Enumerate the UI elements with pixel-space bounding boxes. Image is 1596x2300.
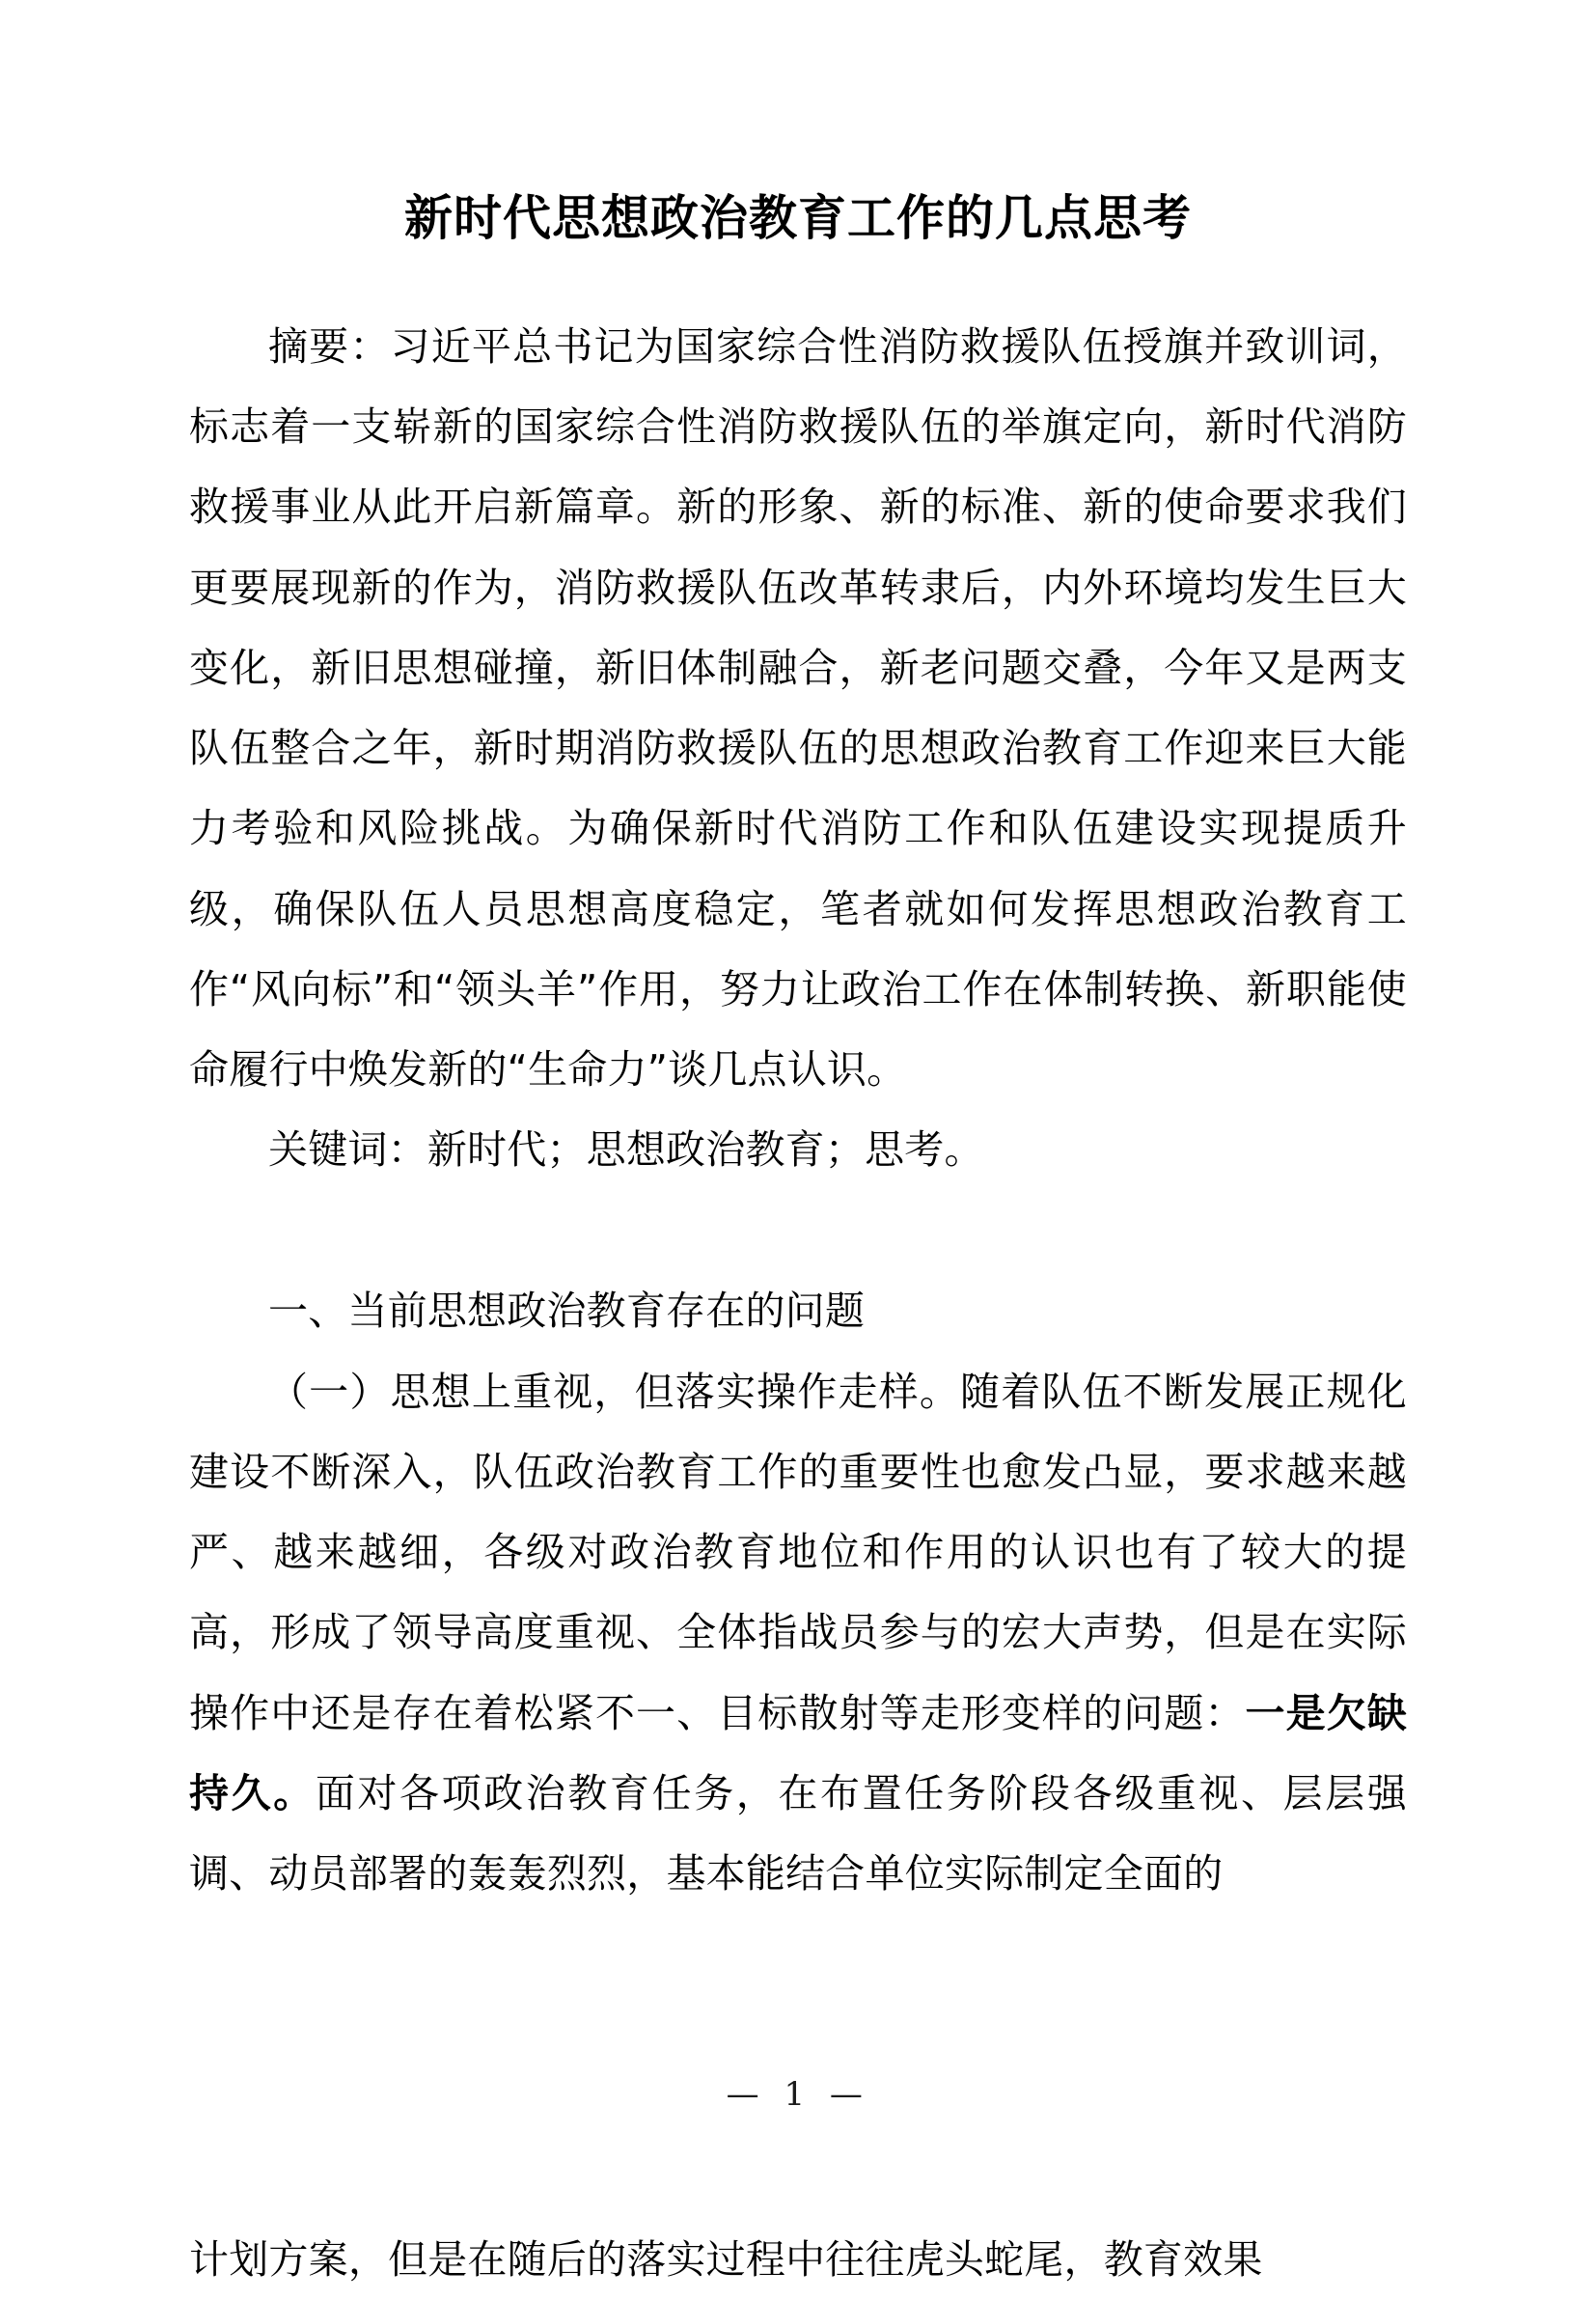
abstract-paragraph: 摘要：习近平总书记为国家综合性消防救援队伍授旗并致训词，标志着一支崭新的国家综合性消防救援队伍的举旗定向，新时代消防救援事业从此开启新篇章。新的形象、新的标准、新的使命要求我们更要展现新的作为，消防救援队伍改革转隶后，内外环境均发生巨大变化，新旧思想碰撞，新旧体制融合，新老问题交叠，今年又是两支队伍整合之年，新时期消防救援队伍的思想政治教育工作迎来巨大能力考验和风险挑战。为确保新时代消防工作和队伍建设实现提质升级，确保队伍人员思想高度稳定，笔者就如何发挥思想政治教育工作“风向标”和“领头羊”作用，努力让政治工作在体制转换、新职能使命履行中焕发新的“生命力”谈几点认识。 — [189, 323, 1407, 1093]
page-content — [189, 0, 1407, 1914]
body-text-part-one: （一）思想上重视，但落实操作走样。随着队伍不断发展正规化建设不断深入，队伍政治教育工作的重要性也愈发凸显，要求越来越严、越来越细，各级对政治教育地位和作用的认识也有了较大的提高，形成了领导高度重视、全体指战员参与的宏大声势，但是在实际操作中还是存在着松紧不一、目标散射等走形变样的问题： — [189, 1368, 1407, 1736]
next-page-overflow-line: 计划方案，但是在随后的落实过程中往往虎头蛇尾，教育效果 — [189, 2236, 1263, 2283]
body-paragraph-one — [189, 1352, 1407, 1915]
page-number-footer: — 1 — — [726, 2075, 870, 2114]
keywords-paragraph: 关键词：新时代；思想政治教育；思考。 — [268, 1126, 984, 1174]
page-title: 新时代思想政治教育工作的几点思考 — [404, 190, 1192, 246]
body-text-bold-emphasis: 一是欠缺持久。 — [189, 1689, 1407, 1816]
body-text-part-two: 面对各项政治教育任务，在布置任务阶段各级重视、层层强调、动员部署的轰轰烈烈，基本能结合单位实际制定全面的 — [189, 1769, 1408, 1897]
section-heading-one: 一、当前思想政治教育存在的问题 — [268, 1288, 866, 1335]
